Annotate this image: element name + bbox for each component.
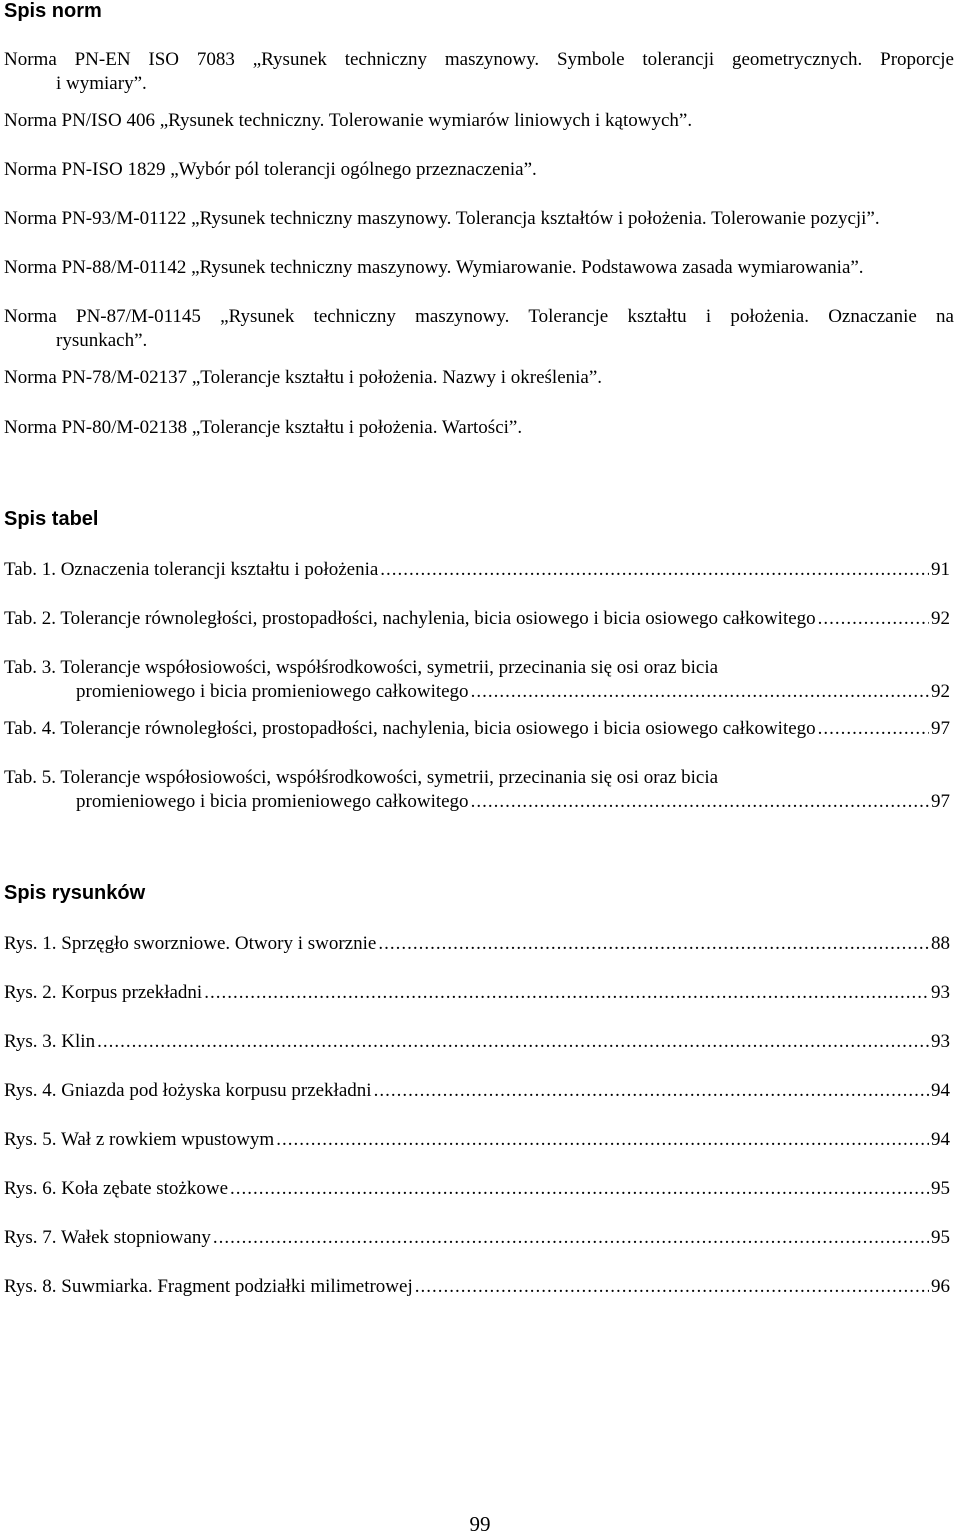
table-entry-label-continuation: promieniowego i bicia promieniowego całkowitego xyxy=(76,791,469,812)
figure-entry-page: 93 xyxy=(931,982,950,1003)
table-entry-page: 97 xyxy=(931,718,950,739)
figure-entry xyxy=(4,1128,950,1152)
table-entry-page: 92 xyxy=(931,608,950,629)
figure-entry xyxy=(4,1030,950,1054)
figure-entry-label: Rys. 3. Klin xyxy=(4,1031,96,1052)
figure-entry xyxy=(4,932,950,956)
norm-entry: Norma PN-78/M-02137 „Tolerancje kształtu i położenia. Nazwy i określenia”. xyxy=(4,367,603,388)
figure-entry-page: 94 xyxy=(931,1129,950,1150)
tables-heading: Spis tabel xyxy=(4,508,99,530)
figure-entry-label: Rys. 8. Suwmiarka. Fragment podziałki milimetrowej xyxy=(4,1276,413,1297)
norm-entry: Norma PN-80/M-02138 „Tolerancje kształtu i położenia. Wartości”. xyxy=(4,417,523,438)
table-entry-page: 97 xyxy=(931,791,950,812)
norm-entry-continuation: rysunkach”. xyxy=(56,330,148,351)
norm-entry: Norma PN/ISO 406 „Rysunek techniczny. Tolerowanie wymiarów liniowych i kątowych”. xyxy=(4,110,693,131)
norm-entry-continuation: i wymiary”. xyxy=(56,73,147,94)
figure-entry-page: 94 xyxy=(931,1080,950,1101)
figure-entry-label: Rys. 4. Gniazda pod łożyska korpusu przekładni xyxy=(4,1080,372,1101)
norm-entry: Norma PN-ISO 1829 „Wybór pól tolerancji ogólnego przeznaczenia”. xyxy=(4,159,537,180)
figure-entry xyxy=(4,981,950,1005)
table-entry xyxy=(4,717,950,741)
figure-entry-label: Rys. 7. Wałek stopniowany xyxy=(4,1227,211,1248)
norm-entry: Norma PN-87/M-01145 „Rysunek techniczny maszynowy. Tolerancje kształtu i położenia. Oznaczanie na xyxy=(4,306,954,327)
table-entry-label: Tab. 5. Tolerancje współosiowości, współśrodkowości, symetrii, przecinania się osi oraz bicia xyxy=(4,767,719,788)
figure-entry-label: Rys. 1. Sprzęgło sworzniowe. Otwory i sworznie xyxy=(4,933,377,954)
figure-entry xyxy=(4,1177,950,1201)
norm-entry: Norma PN-88/M-01142 „Rysunek techniczny maszynowy. Wymiarowanie. Podstawowa zasada wymiarowania”. xyxy=(4,257,864,278)
table-entry xyxy=(4,656,950,704)
norm-entry: Norma PN-93/M-01122 „Rysunek techniczny maszynowy. Tolerancja kształtów i położenia. Tolerowanie pozycji”. xyxy=(4,208,880,229)
norms-heading: Spis norm xyxy=(4,0,102,22)
table-entry-label: Tab. 2. Tolerancje równoległości, prostopadłości, nachylenia, bicia osiowego i bicia osiowego całkowitego xyxy=(4,608,816,629)
norm-entry: Norma PN-EN ISO 7083 „Rysunek techniczny maszynowy. Symbole tolerancji geometrycznych. Proporcje xyxy=(4,49,954,70)
table-entry xyxy=(4,766,950,814)
figure-entry xyxy=(4,1079,950,1103)
table-entry xyxy=(4,558,950,582)
figure-entry-page: 95 xyxy=(931,1227,950,1248)
table-entry-label-continuation: promieniowego i bicia promieniowego całkowitego xyxy=(76,681,469,702)
table-entry-label: Tab. 3. Tolerancje współosiowości, współśrodkowości, symetrii, przecinania się osi oraz bicia xyxy=(4,657,719,678)
table-entry-label: Tab. 4. Tolerancje równoległości, prostopadłości, nachylenia, bicia osiowego i bicia osiowego całkowitego xyxy=(4,718,816,739)
page-number: 99 xyxy=(469,1512,491,1536)
figure-entry xyxy=(4,1275,950,1299)
figure-entry-page: 95 xyxy=(931,1178,950,1199)
figures-heading: Spis rysunków xyxy=(4,882,146,904)
figure-entry-label: Rys. 2. Korpus przekładni xyxy=(4,982,203,1003)
table-entry xyxy=(4,607,950,631)
table-entry-page: 92 xyxy=(931,681,950,702)
figure-entry-label: Rys. 6. Koła zębate stożkowe xyxy=(4,1178,229,1199)
figure-entry-page: 88 xyxy=(931,933,950,954)
figure-entry-page: 96 xyxy=(931,1276,950,1297)
figure-entry-page: 93 xyxy=(931,1031,950,1052)
figure-entry-label: Rys. 5. Wał z rowkiem wpustowym xyxy=(4,1129,275,1150)
figure-entry xyxy=(4,1226,950,1250)
table-entry-page: 91 xyxy=(931,559,950,580)
table-entry-label: Tab. 1. Oznaczenia tolerancji kształtu i położenia xyxy=(4,559,379,580)
